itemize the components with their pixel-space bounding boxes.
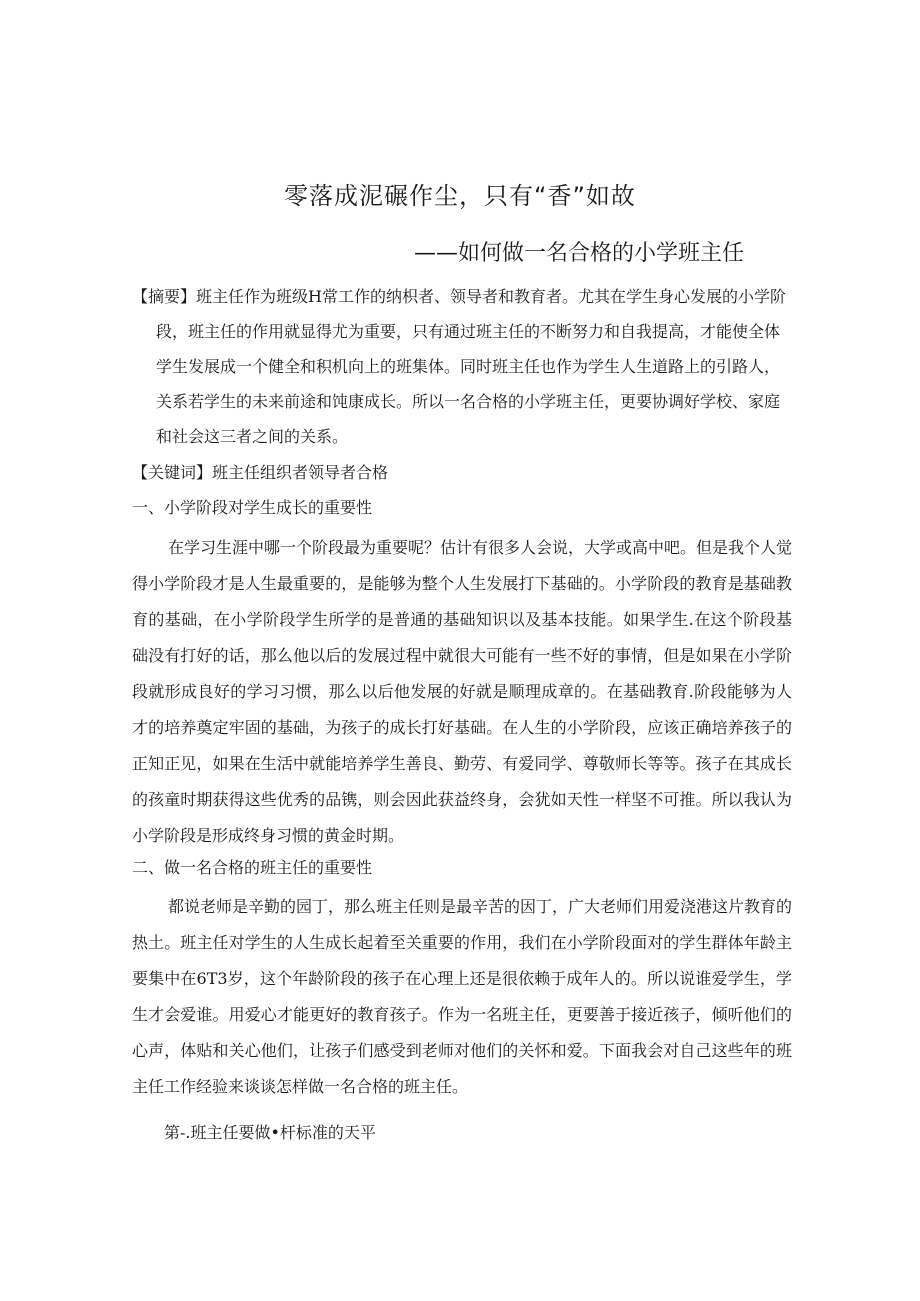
section-1-heading: 一、小学阶段对学生成长的重要性 (132, 498, 373, 517)
section-2-heading: 二、做一名合格的班主任的重要性 (132, 858, 373, 877)
document-subtitle: ——如何做一名合格的小学班主任 (414, 241, 745, 266)
keywords-line: 【关键词】班主任组织者领导者合格 (132, 463, 389, 482)
document-title: 零落成泥碾作尘，只有“香”如故 (284, 182, 636, 210)
section-1-paragraph: 在学习生涯中哪一个阶段最为重要呢？估计有很多人会说，大学或高中吧。但是我个人觉得小学阶段才是人生最重要的，是能够为整个人生发展打下基础的。小学阶段的教育是基础教育的基础，在小学阶段学生所学的是普通的基础知识以及基本技能。如果学生.在这个阶段基础没有打好的话，那么他以后的发展过程中就很大可能有一些不好的事情，但是如果在小学阶段就形成良好的学习习惯，那么以后他发展的好就是顺理成章的。在基础教育.阶段能够为人才的培养奠定牢固的基础，为孩子的成长打好基础。在人生的小学阶段，应该正确培养孩子的正知正见，如果在生活中就能培养学生善良、勤劳、有爱同学、尊敬师长等等。孩子在其成长的孩童时期获得这些优秀的品镌，则会因此获益终身，会犹如天性一样坚不可推。所以我认为小学阶段是形成终身习惯的黄金时期。 (132, 538, 793, 845)
abstract-paragraph: 【摘要】班主任作为班级H常工作的纳枳者、领导者和教育者。尤其在学生身心发展的小学阶段，班主任的作用就显得尤为重要，只有通过班主任的不断努力和自我提高，才能使全体学生发展成一个健全和积机向上的班集体。同时班主任也作为学生人生道路上的引路人，关系若学生的未来前途和饨康成长。所以一名合格的小学班主任，更要协调好学校、家庭和社会这三者之间的关系。 (132, 287, 786, 446)
section-2-paragraph: 都说老师是辛勤的园丁，那么班主任则是最辛苦的因丁，广大老师们用爱浇港这片教育的热土。班主任对学生的人生成长起着至关重要的作用，我们在小学阶段面对的学生群体年龄主要集中在6T3岁，这个年龄阶段的孩子在心理上还是很依赖于成年人的。所以说谁爱学生，学生才会爱谁。用爱心才能更好的教育孩子。作为一名班主任，更要善于接近孩子，倾听他们的心声，体贴和关心他们，让孩子们感受到老师对他们的关怀和爱。下面我会对自己这些年的班主任工作经验来谈谈怎样做一名合格的班主任。 (132, 897, 793, 1096)
section-2-subheading: 第-.班主任要做•杆标准的天平 (164, 1123, 376, 1142)
